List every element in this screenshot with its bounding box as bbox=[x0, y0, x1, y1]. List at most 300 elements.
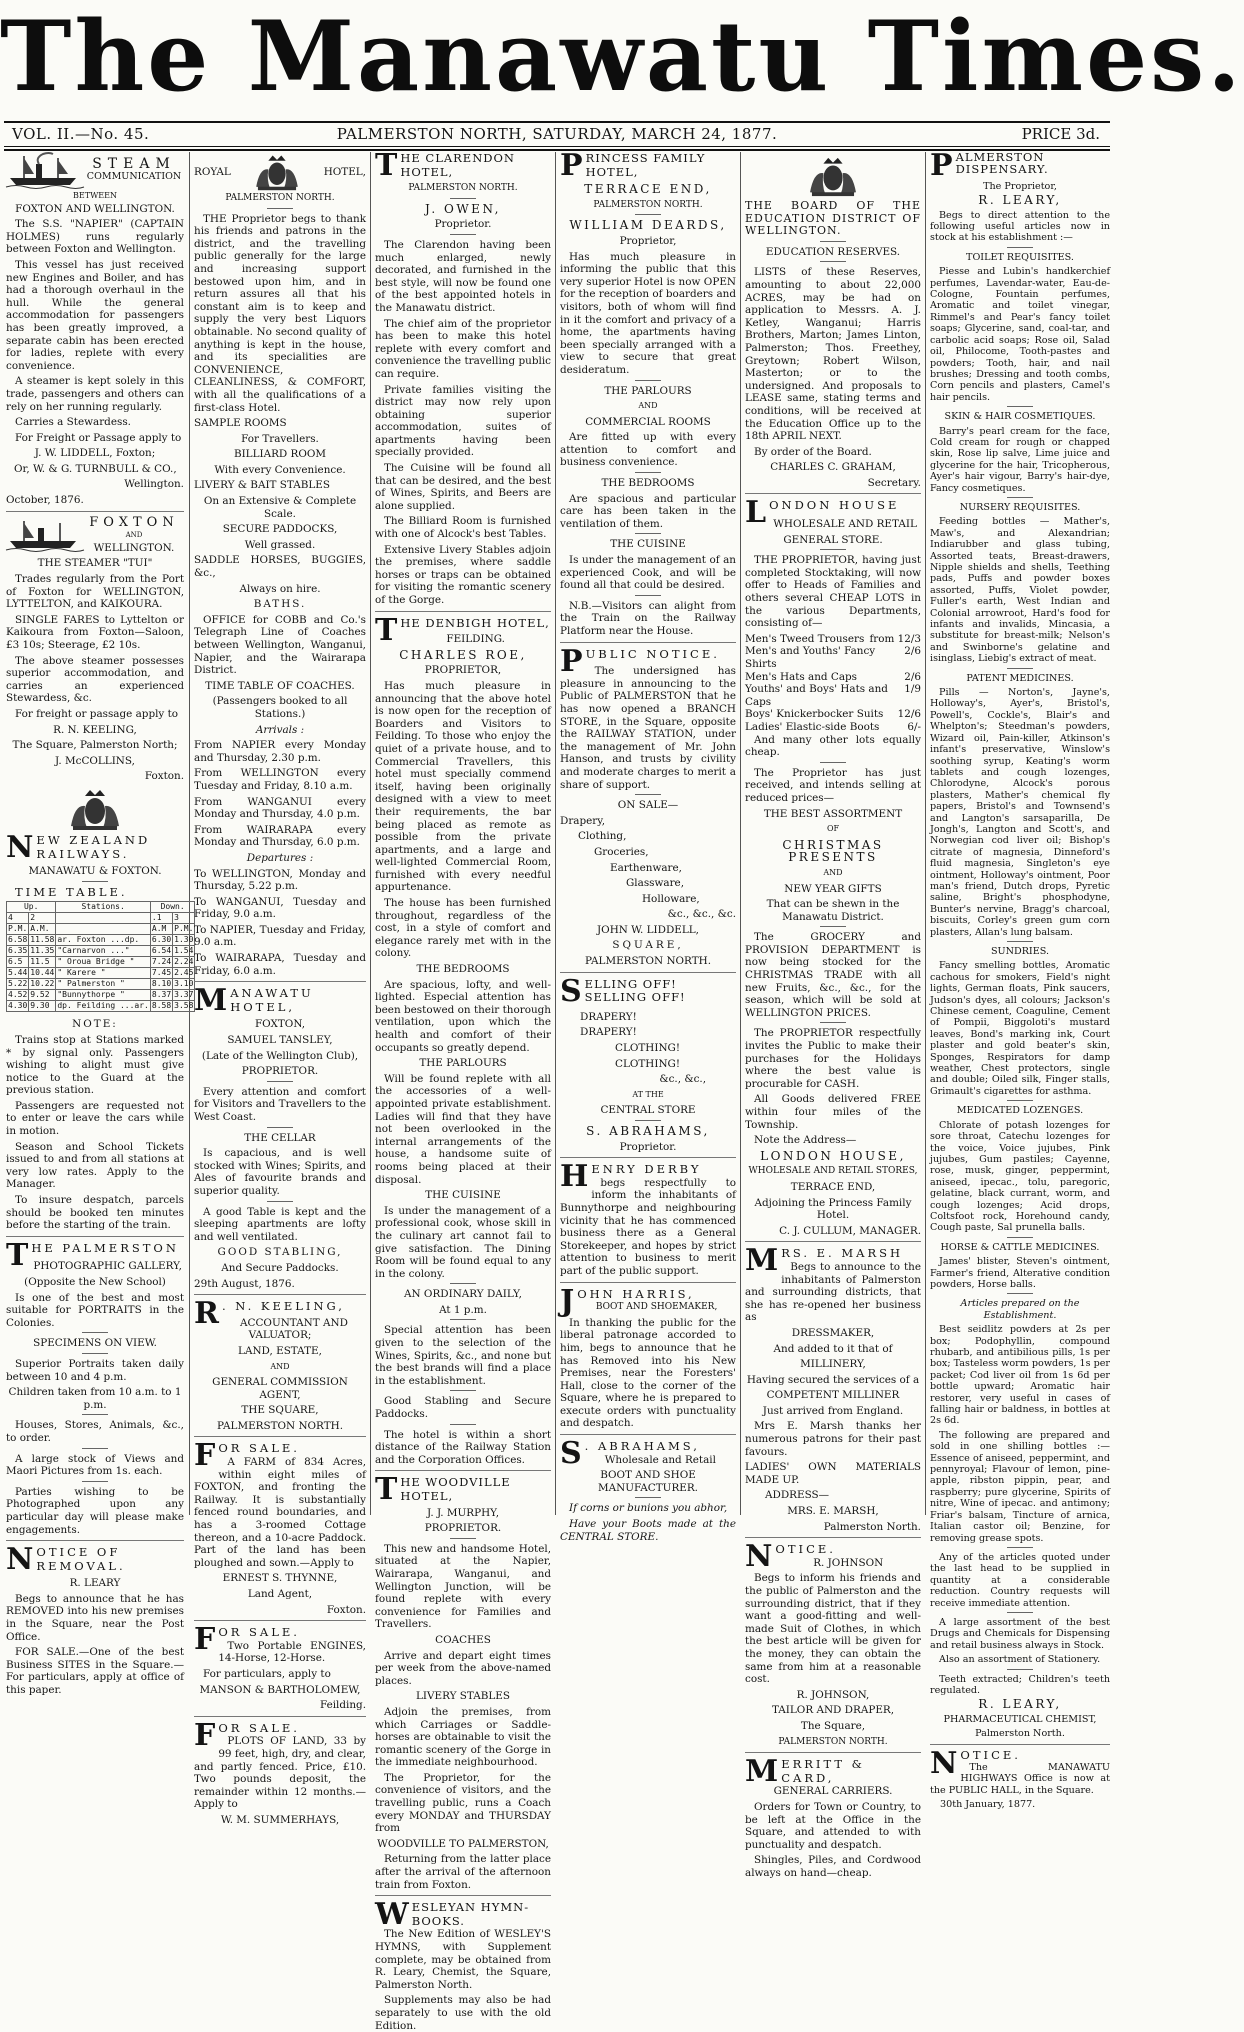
manawatu-prop: PROPRIETOR. bbox=[241, 1065, 319, 1078]
princess-ad: PRINCESS FAMILY HOTEL, TERRACE END, PALMERSTON NORTH. WILLIAM DEARDS, Proprietor, Has much pleasure in informing the public that this very superior Hotel is now OPEN for the reception of boarders and visitors, both of whom will find in it the comfort and privacy of a home, the apartments having been specially arranged with a view to secure that great desideratum. THE PARLOURS AND COMMERCIAL ROOMS Are fitted up with every attention to comfort and business convenience. THE BEDROOMS Are spacious and particular care has been taken in the ventilation of them. THE CUISINE Is under the management of an experienced Cook, and will be found all that could be desired. N.B.—Visitors can alight from the Train on the Railway Platform near the House. bbox=[560, 148, 736, 637]
dispensary-h6: MEDICATED LOZENGES. bbox=[956, 1105, 1084, 1117]
royal-p1: THE Proprietor begs to thank his friends and patrons in the district, and the travelling public generally for the large and increasing support bestowed upon him, and in return assures all that his constant aim is to keep and supply the very best Liquors obtainable. No second quality of anything is kept in the house, and its specialities are CONVENIENCE, CLEANLINESS, & COMFORT, with all the qualifications of a first-class Hotel. bbox=[194, 212, 366, 414]
princess-prop: Proprietor, bbox=[619, 234, 677, 247]
photo-sub: PHOTOGRAPHIC GALLERY, bbox=[33, 1260, 182, 1273]
marsh-h2: MILLINERY, bbox=[800, 1358, 866, 1371]
public-item: Glassware, bbox=[626, 877, 684, 890]
abrahams-p2: Have your Boots made at the CENTRAL STORE. bbox=[560, 1518, 736, 1543]
london-p4: That can be shewn in the Manawatu District. bbox=[766, 898, 900, 923]
sale3-title: OR SALE. bbox=[218, 1720, 300, 1735]
steam-agent1: J. W. LIDDELL, Foxton; bbox=[34, 447, 156, 460]
railways-note2: Passengers are requested not to enter or leave the cars while in motion. bbox=[6, 1099, 184, 1138]
clarendon-p3: Private families visiting the district may now rely upon obtaining superior accommodation, suites of apartments having been specially provided. bbox=[375, 383, 551, 459]
royal-s5b: Always on hire. bbox=[239, 582, 321, 595]
abrahams-ad: S . ABRAHAMS, Wholesale and Retail BOOT AND SHOE MANUFACTURER. If corns or bunions you abhor, Have your Boots made at the CENTRAL STORE. bbox=[560, 1436, 736, 1543]
public-item: Holloware, bbox=[642, 892, 700, 905]
wesleyan-title: ESLEYAN HYMN-BOOKS. bbox=[411, 1900, 530, 1928]
public-item: Drapery, bbox=[560, 814, 606, 827]
railways-note3: Season and School Tickets issued to and from all stations at very low rates. Apply to the Manager. bbox=[6, 1140, 184, 1191]
dispensary-p3: Barry's pearl cream for the face, Cold cream for rough or chapped skin, Rose lip salve, Lime juice and glycerine for the hair, Tricopherous, Ayer's hair vigour, Barry's hair-dye, Fancy cosmetiques. bbox=[930, 425, 1110, 494]
manawatu-stabling: GOOD STABLING, bbox=[217, 1246, 343, 1259]
london-h2: CHRISTMAS PRESENTS bbox=[782, 837, 884, 865]
steamship-icon bbox=[6, 152, 84, 190]
dispensary-h8: Articles prepared on the Establishment. bbox=[960, 1298, 1080, 1321]
abrahams-p1: If corns or bunions you abhor, bbox=[569, 1502, 728, 1515]
london-and: AND bbox=[823, 867, 843, 877]
clarendon-ad: THE CLARENDON HOTEL, PALMERSTON NORTH. J. OWEN, Proprietor. The Clarendon having been much enlarged, newly decorated, and furnished in the best style, will now be found one of the best appointed hotels in the Manawatu district. The chief aim of the proprietor has been to make this hotel replete with every comfort and convenience the travelling public can require. Private families visiting the district may now rely upon obtaining superior accommodation, suites of apartments having been specially provided. The Cuisine will be found all that can be desired, and the best of Wines, Spirits, and Beers are alone supplied. The Billiard Room is furnished with one of Alcock's best Tables. Extensive Livery Stables adjoin the premises, where saddle horses or traps can be obtained for visiting the romantic scenery of the Gorge. bbox=[375, 148, 551, 606]
removal-title: OTICE OF REMOVAL. bbox=[36, 1545, 126, 1573]
removal-name: R. LEARY bbox=[69, 1577, 121, 1590]
manawatu-p3: A good Table is kept and the sleeping apartments are lofty and well ventilated. bbox=[194, 1205, 366, 1243]
clarendon-place: PALMERSTON NORTH. bbox=[408, 183, 518, 194]
selling-off-ad: SELLING OFF! SELLING OFF! DRAPERY! DRAPERY! CLOTHING! CLOTHING! &c., &c., AT THE CENTRAL STORE S. ABRAHAMS, Proprietor. bbox=[560, 978, 736, 1154]
photo-p5: A large stock of Views and Maori Pictures from 1s. each. bbox=[6, 1452, 184, 1478]
railways-note4: To insure despatch, parcels should be booked ten minutes before the starting of the train. bbox=[6, 1194, 184, 1232]
merritt-ad: MERRITT & CARD, GENERAL CARRIERS. Orders for Town or Country, to be left at the Office in the Square, and attended to with punctuality and despatch. Shingles, Piles, and Cordwood always on hand—cheap. bbox=[745, 1754, 921, 1879]
column-4 bbox=[560, 148, 736, 1543]
dispensary-p14: Teeth extracted; Children's teeth regulated. bbox=[930, 1673, 1110, 1696]
merritt-sub: GENERAL CARRIERS. bbox=[773, 1785, 893, 1798]
foxton-ad bbox=[6, 514, 184, 783]
london-a2: WHOLESALE AND RETAIL STORES, bbox=[748, 1166, 918, 1177]
highways-p1: The MANAWATU HIGHWAYS Office is now at the PUBLIC HALL, in the Square. bbox=[930, 1762, 1110, 1796]
foxton-p4: For freight or passage apply to bbox=[15, 707, 179, 720]
coach-a1: From NAPIER every Monday and Thursday, 2.30 p.m. bbox=[194, 739, 366, 764]
table-row: 6.35 11.35 "Carnarvon ..." 6.54 1.54 bbox=[8, 946, 194, 956]
london-p3: The Proprietor has just received, and intends selling at reduced prices— bbox=[745, 766, 921, 804]
timetable bbox=[6, 901, 195, 1012]
royal-crest-icon bbox=[803, 154, 863, 198]
denbigh-h4: AN ORDINARY DAILY, bbox=[404, 1288, 522, 1301]
dispensary-h4: PATENT MEDICINES. bbox=[966, 672, 1074, 684]
list-item: Youths' and Boys' Hats and Caps 1/9 bbox=[745, 683, 921, 708]
manawatu-late: (Late of the Wellington Club), bbox=[201, 1049, 359, 1062]
london-a4: Adjoining the Princess Family Hotel. bbox=[754, 1196, 912, 1222]
woodville-h2: LIVERY STABLES bbox=[416, 1690, 510, 1703]
denbigh-place: FEILDING. bbox=[446, 633, 505, 646]
removal-p1: Begs to announce that he has REMOVED into his new premises in the Square, near the Post Office. bbox=[6, 1592, 184, 1643]
board-p2: By order of the Board. bbox=[754, 445, 872, 458]
table-row: 4.30 9.30 dp. Feilding ...ar. 8.58 3.58 bbox=[8, 1001, 194, 1011]
sale2-ad: FOR SALE. Two Portable ENGINES, 14-Horse, 12-Horse. For particulars, apply to MANSON & BARTHOLOMEW, Feilding. bbox=[194, 1622, 366, 1712]
column-rule bbox=[925, 152, 926, 1515]
dateline-rule bbox=[4, 146, 1110, 147]
keeling-l4: THE SQUARE, bbox=[241, 1404, 319, 1417]
royal-place: PALMERSTON NORTH. bbox=[225, 193, 335, 203]
table-row: 5.22 10.22 " Palmerston " 8.10 3.10 bbox=[8, 979, 194, 989]
denbigh-h1: THE BEDROOMS bbox=[416, 963, 510, 976]
woodville-p5: Returning from the latter place after the arrival of the afternoon train from Foxton. bbox=[375, 1853, 551, 1891]
royal-s3b: On an Extensive & Complete Scale. bbox=[203, 495, 357, 520]
coach-a3: From WANGANUI every Monday and Thursday, 4.0 p.m. bbox=[194, 795, 366, 821]
wesleyan-p2: Supplements may also be had separately to use with the old Edition. bbox=[375, 1994, 551, 2032]
place-date: PALMERSTON NORTH, SATURDAY, MARCH 24, 1877. bbox=[336, 125, 778, 143]
clarendon-p5: The Billiard Room is furnished with one of Alcock's best Tables. bbox=[375, 515, 551, 541]
public-item: Clothing, bbox=[578, 830, 627, 843]
princess-name: WILLIAM DEARDS, bbox=[569, 218, 727, 233]
public-name2: SQUARE, bbox=[612, 939, 684, 952]
royal-s5: SADDLE HORSES, BUGGIES, &c., bbox=[194, 554, 366, 580]
public-item: Groceries, bbox=[594, 845, 649, 858]
sale2-name: MANSON & BARTHOLOMEW, bbox=[199, 1683, 361, 1696]
column-rule bbox=[189, 152, 190, 1515]
harris-ad: JOHN HARRIS, BOOT AND SHOEMAKER, In thanking the public for the liberal patronage accorded to him, begs to announce that he has Removed into his New Premises, near the Foresters' Hall, close to the corner of the Square, where he is prepared to execute orders with punctuality and despatch. bbox=[560, 1283, 736, 1430]
royal-p2: OFFICE for COBB and Co.'s Telegraph Line of Coaches between Wellington, Wanganui, Napier, and the Wairarapa District. bbox=[194, 613, 366, 677]
highways-date: 30th January, 1877. bbox=[940, 1799, 1036, 1811]
steam-agent3: Wellington. bbox=[124, 478, 184, 491]
london-title: ONDON HOUSE bbox=[769, 498, 900, 513]
timetable-title: TIME TABLE. bbox=[15, 884, 128, 899]
steam-p5: For Freight or Passage apply to bbox=[15, 431, 182, 444]
abrahams-sub2: BOOT AND SHOE MANUFACTURER. bbox=[598, 1469, 698, 1494]
marsh-title: RS. E. MARSH bbox=[781, 1246, 904, 1261]
dispensary-h2: SKIN & HAIR COSMETIQUES. bbox=[944, 411, 1096, 423]
london-sub2: GENERAL STORE. bbox=[783, 533, 883, 546]
foxton-agent3: J. McCOLLINS, bbox=[55, 754, 135, 767]
photo-specimens: SPECIMENS ON VIEW. bbox=[33, 1337, 157, 1350]
keeling-title: . N. KEELING, bbox=[221, 1299, 345, 1314]
princess-h1: THE PARLOURS bbox=[604, 384, 692, 397]
london-h1: THE BEST ASSORTMENT bbox=[763, 807, 903, 820]
johnson-name3: TAILOR AND DRAPER, bbox=[771, 1704, 895, 1717]
list-item: Men's Tweed Trousers from 12/3 bbox=[745, 632, 921, 645]
column-rule bbox=[370, 152, 371, 1515]
manawatu-date: 29th August, 1876. bbox=[194, 1277, 295, 1290]
timetable-down: Down. bbox=[150, 902, 195, 913]
column-3 bbox=[375, 148, 551, 2032]
royal-s4b: Well grassed. bbox=[244, 538, 316, 551]
public-item: Earthenware, bbox=[610, 861, 682, 874]
public-name: JOHN W. LIDDELL, bbox=[597, 923, 699, 936]
dispensary-p10: The following are prepared and sold in one shilling bottles :—Essence of aniseed, peppermint, and pennyroyal; Flavour of lemon, pine-apple, ribston pippin, pear, and raspberry; pure glycerine, Spirits of nitre, Wine of ipecac. and antimony; Friar's balsam, Tincture of arnica, Italian castor oil; Benzine, for removing grease spots. bbox=[930, 1429, 1110, 1544]
foxton-and: AND bbox=[125, 531, 143, 540]
timetable-col-head: 2 bbox=[29, 913, 56, 924]
table-row: 4.52 9.52 "Bunnythorpe " 8.37 3.37 bbox=[8, 990, 194, 1000]
denbigh-p3: Are spacious, lofty, and well-lighted. Especial attention has been bestowed on their thorough ventilation, upon which the health and comfort of their occupants so greatly depend. bbox=[375, 978, 551, 1054]
newspaper-title: The Manawatu Times. bbox=[0, 0, 1244, 113]
royal-s6: BATHS. bbox=[253, 598, 307, 611]
london-p7: All Goods delivered FREE within four miles of the Township. bbox=[745, 1093, 921, 1131]
selling-l2: DRAPERY! bbox=[580, 1026, 637, 1039]
public-title: UBLIC NOTICE. bbox=[585, 646, 720, 661]
dispensary-p9: Best seidlitz powders at 2s per box; Podophyllin, compound rhubarb, and antibilious pills, 1s per box; Tasteless worm powders, 1s per packet; Cod liver oil from 1s 6d per bottle upward; Aromatic hair restorer, very useful in cases of falling hair or baldness, in bottles at 2s 6d. bbox=[930, 1324, 1110, 1427]
board-title: THE BOARD OF THE EDUCATION DISTRICT OF WELLINGTON. bbox=[745, 199, 921, 238]
marsh-h1b: And added to it that of bbox=[773, 1342, 893, 1355]
sale2-p2: For particulars, apply to bbox=[203, 1667, 331, 1680]
board-p1: LISTS of these Reserves, amounting to about 22,000 ACRES, may be had on application to Messrs. A. J. Ketley, Wanganui; Harris Brothers, Marton; James Linton, Palmerston; Thos. Freethey, Greytown; Robert Wilson, Masterton; or to the undersigned. And proposals to LEASE same, stating terms and conditions, will be received at the Education Office up to the 18th APRIL NEXT. bbox=[745, 266, 921, 443]
denbigh-p6: Special attention has been given to the selection of the Wines, Spirits, &c., and none but the best brands will find a place in the establishment. bbox=[375, 1324, 551, 1387]
coach-tt: TIME TABLE OF COACHES. bbox=[205, 679, 355, 692]
manawatu-title: ANAWATU HOTEL, bbox=[230, 986, 314, 1014]
denbigh-p1: Has much pleasure in announcing that the above hotel is now open for the reception of Boarders and Visitors to Feilding. To those who enjoy the quiet of a private house, and to Commercial Travellers, this hotel must specially commend itself, having been originally designed with a view to meet their requirements, the bar being placed as remote as possible from the private apartments, and a large and well-lighted Commercial Room, furnished with every needful appurtenance. bbox=[375, 679, 551, 894]
table-row: 6.58 11.58 ar. Foxton ...dp. 6.30 1.30 bbox=[8, 935, 194, 945]
dispensary-name2: R. LEARY, bbox=[978, 1697, 1062, 1712]
sale3-p1: PLOTS OF LAND, 33 by 99 feet, high, dry, and clear, and partly fenced. Price, £10. Two pounds deposit, the remainder within 12 months.—Apply to bbox=[194, 1735, 366, 1811]
timetable-col-head: .1 bbox=[150, 913, 172, 924]
marsh-h3: COMPETENT MILLINER bbox=[766, 1389, 900, 1402]
public-item: &c., &c., &c. bbox=[667, 908, 736, 921]
column-rule bbox=[740, 152, 741, 1515]
timetable-col-head: 3 bbox=[173, 913, 195, 924]
manawatu-cellar: THE CELLAR bbox=[244, 1131, 316, 1144]
woodville-p2: Arrive and depart eight times per week from the above-named places. bbox=[375, 1649, 551, 1687]
denbigh-name: CHARLES ROE, bbox=[399, 647, 527, 662]
coach-departures: Departures : bbox=[246, 851, 314, 864]
woodville-ad: THE WOODVILLE HOTEL, J. J. MURPHY, PROPRIETOR. This new and handsome Hotel, situated at the Napier, Wairarapa, Wanganui, and Wellington Junction, will be found replete with every convenience for Families and Travellers. COACHES Arrive and depart eight times per week from the above-named places. LIVERY STABLES Adjoin the premises, from which Carriages or Saddle-horses are obtainable to visit the romantic scenery of the Gorge in the immediate neighbourhood. The Proprietor, for the convenience of visitors, and the travelling public, runs a Coach every MONDAY and THURSDAY from WOODVILLE TO PALMERSTON, Returning from the latter place after the arrival of the afternoon train from Foxton. bbox=[375, 1472, 551, 1891]
princess-h1b: COMMERCIAL ROOMS bbox=[585, 415, 711, 428]
coach-a4: From WAIRARAPA every Monday and Thursday, 6.0 p.m. bbox=[194, 823, 366, 849]
sale1-name2: Land Agent, bbox=[247, 1588, 313, 1600]
royal-right: HOTEL, bbox=[323, 165, 366, 178]
railways-title: EW ZEALAND RAILWAYS. bbox=[36, 832, 151, 861]
johnson-name: R. JOHNSON bbox=[813, 1556, 884, 1569]
steam-ad bbox=[6, 152, 184, 507]
dispensary-prop: The Proprietor, bbox=[983, 180, 1057, 192]
steam-p2: This vessel has just received new Engines and Boiler, and has had a thorough overhaul in the hull. While the general accommodation for passengers has been greatly improved, a separate cabin has been erected for ladies, replete with every convenience. bbox=[6, 258, 184, 372]
london-h3: NEW YEAR GIFTS bbox=[784, 882, 882, 895]
woodville-p1: This new and handsome Hotel, situated at the Napier, Wairarapa, Wanganui, and Wellington Junction, will be found replete with every convenience for Families and Travellers. bbox=[375, 1542, 551, 1631]
board-sub: EDUCATION RESERVES. bbox=[765, 245, 901, 258]
denbigh-h3: THE CUISINE bbox=[425, 1189, 501, 1202]
london-p8: Note the Address— bbox=[754, 1134, 857, 1147]
steam-title: STEAM bbox=[92, 156, 176, 173]
dispensary-p7: Chlorate of potash lozenges for sore throat, Catechu lozenges for the voice, Voice jujubes, Pink jujubes, Gum pastiles; Cayenne, rose, musk, ginger, peppermint, aniseed, ipecac., tolu, paregoric, gelatine, black currant, worm, and cough lozenges; Acid drops, Coltsfoot rock, Horehound candy, Cough paste, Sal prunella balls. bbox=[930, 1119, 1110, 1234]
timetable-stations: Stations. bbox=[56, 902, 151, 913]
keeling-ad: R . N. KEELING, ACCOUNTANT AND VALUATOR; LAND, ESTATE, AND GENERAL COMMISSION AGENT, THE SQUARE, PALMERSTON NORTH. bbox=[194, 1300, 366, 1432]
selling-title: ELLING OFF! SELLING OFF! bbox=[584, 976, 686, 1005]
sale2-title: OR SALE. bbox=[218, 1625, 300, 1640]
steamship-icon bbox=[6, 519, 84, 553]
merritt-p2: Shingles, Piles, and Cordwood always on hand—cheap. bbox=[745, 1854, 921, 1879]
woodville-title: HE WOODVILLE HOTEL, bbox=[400, 1475, 511, 1503]
photo-title: HE PALMERSTON bbox=[31, 1240, 179, 1255]
steam-sub: COMMUNICATION bbox=[86, 171, 182, 182]
foxton-p3: The above steamer possesses superior accommodation, and carries an experienced Stewardess, &c. bbox=[6, 654, 184, 705]
princess-p5: N.B.—Visitors can alight from the Train on the Railway Platform near the House. bbox=[560, 599, 736, 637]
photo-opposite: (Opposite the New School) bbox=[24, 1276, 166, 1288]
merritt-title: ERRITT & CARD, bbox=[781, 1757, 865, 1785]
foxton-title: FOXTON bbox=[89, 514, 179, 530]
timetable-ampm: A.M bbox=[150, 924, 172, 935]
marsh-p1: Begs to announce to the inhabitants of Palmerston and surrounding districts, that she has re-opened her business as bbox=[745, 1260, 921, 1324]
clarendon-p4: The Cuisine will be found all that can be desired, and the best of Wines, Spirits, and Beers are alone supplied. bbox=[375, 462, 551, 512]
steam-agent2: Or, W. & G. TURNBULL & CO., bbox=[14, 462, 177, 475]
princess-p2: Are fitted up with every attention to comfort and business convenience. bbox=[560, 431, 736, 469]
dispensary-p8: James' blister, Steven's ointment, Farmer's friend, Alterative condition powders, Horse balls. bbox=[930, 1256, 1110, 1290]
keeling-l2: LAND, ESTATE, bbox=[238, 1344, 322, 1357]
selling-l1: DRAPERY! bbox=[580, 1010, 637, 1023]
dispensary-p6: Fancy smelling bottles, Aromatic cachous for smokers, Field's night lights, German floats, Pink saucers, Judson's dyes, all colours; Jackson's Chinese cement, Coaguline, Cement of Pompii, Biggoloti's mustard leaves, Bond's marking ink, Court plaster and gold beater's skin, Sponges, Respirators for damp weather, Chest protectors, single and double; Oiled silk, Finger stalls, Grimault's cigarettes for asthma. bbox=[930, 960, 1110, 1097]
woodville-h3: WOODVILLE TO PALMERSTON, bbox=[377, 1837, 549, 1850]
denbigh-prop: PROPRIETOR, bbox=[424, 664, 502, 677]
photo-p3: Children taken from 10 a.m. to 1 p.m. bbox=[8, 1386, 182, 1411]
timetable-col-head: 4 bbox=[7, 913, 29, 924]
dispensary-h1: TOILET REQUISITES. bbox=[966, 251, 1074, 263]
manawatu-p1: Every attention and comfort for Visitors and Travellers to the West Coast. bbox=[194, 1085, 366, 1123]
royal-s4: SECURE PADDOCKS, bbox=[222, 523, 338, 536]
manawatu-paddocks: And Secure Paddocks. bbox=[221, 1261, 339, 1274]
denbigh-p7: Good Stabling and Secure Paddocks. bbox=[375, 1395, 551, 1421]
timetable-ampm bbox=[56, 924, 151, 935]
sale2-name2: Feilding. bbox=[319, 1699, 366, 1712]
denbigh-p8: The hotel is within a short distance of the Railway Station and the Corporation Offices. bbox=[375, 1428, 551, 1466]
highways-title: OTICE. bbox=[960, 1747, 1021, 1762]
foxton-agent1: R. N. KEELING, bbox=[53, 723, 137, 736]
public-name3: PALMERSTON NORTH. bbox=[585, 955, 711, 968]
foxton-p2: SINGLE FARES to Lyttelton or Kaikoura from Foxton—Saloon, £3 10s; Steerage, £2 10s. bbox=[6, 613, 184, 651]
denbigh-title: HE DENBIGH HOTEL, bbox=[400, 615, 550, 630]
royal-s1b: For Travellers. bbox=[241, 432, 319, 445]
manawatu-hotel-ad: MANAWATU HOTEL, FOXTON, SAMUEL TANSLEY, (Late of the Wellington Club), PROPRIETOR. Every attention and comfort for Visitors and Travellers to the West Coast. THE CELLAR Is capacious, and is well stocked with Wines; Spirits, and Ales of favourite brands and superior quality. A good Table is kept and the sleeping apartments are lofty and well ventilated. GOOD STABLING, And Secure Paddocks. 29th August, 1876. bbox=[194, 983, 366, 1290]
dispensary-p1: Begs to direct attention to the following useful articles now in stock at his establishment :— bbox=[930, 209, 1110, 244]
london-house-ad: LONDON HOUSE WHOLESALE AND RETAIL GENERAL STORE. THE PROPRIETOR, having just completed Stocktaking, will now offer to Heads of Families and others several CHEAP LOTS in the various Departments, consisting of— Men's Tweed Trousers from 12/3 Men's and Youths' Fancy Shirts 2/6 Men's Hats and Caps 2/6 Youths' and Boys' Hats and Caps 1/9 Boys' Knickerbocker Suits 12/6 Ladies' Elastic-side Boots 6/- And many other lots equally cheap. The Proprietor has just received, and intends selling at reduced prices— THE BEST ASSORTMENT OF CHRISTMAS PRESENTS AND NEW YEAR GIFTS That can be shewn in the Manawatu District. The GROCERY and PROVISION DEPARTMENT is now being stocked for the CHRISTMAS TRADE with all new Fruits, &c., &c., for the season, which will be sold at WELLINGTON PRICES. The PROPRIETOR respectfully invites the Public to make their purchases for the Holidays where the best value is procurable for CASH. All Goods delivered FREE within four miles of the Township. Note the Address— LONDON HOUSE, WHOLESALE AND RETAIL STORES, TERRACE END, Adjoining the Princess Family Hotel. C. J. CULLUM, MANAGER. bbox=[745, 495, 921, 1237]
merritt-p1: Orders for Town or Country, to be left at the Office in the Square, and attended to with punctuality and despatch. bbox=[745, 1800, 921, 1851]
timetable-up: Up. bbox=[7, 902, 56, 913]
sale2-p1: Two Portable ENGINES, 14-Horse, 12-Horse. bbox=[218, 1639, 366, 1665]
list-item: Ladies' Elastic-side Boots 6/- bbox=[745, 720, 921, 733]
dispensary-h5: SUNDRIES. bbox=[990, 946, 1050, 957]
timetable-ampm: P.M. bbox=[174, 924, 194, 934]
sale3-ad: FOR SALE. PLOTS OF LAND, 33 by 99 feet, high, dry, and clear, and partly fenced. Price, £10. Two pounds deposit, the remainder within 12 months.—Apply to W. M. SUMMERHAYS, bbox=[194, 1717, 366, 1826]
johnson-ad: NOTICE. R. JOHNSON Begs to inform his friends and the public of Palmerston and the surrounding district, that if they want a good-fitting and well-made Suit of Clothes, in which the best article will be given for the money, they can obtain the same from him at a reasonable cost. R. JOHNSON, TAILOR AND DRAPER, The Square, PALMERSTON NORTH. bbox=[745, 1539, 921, 1747]
clarendon-p1: The Clarendon having been much enlarged, newly decorated, and furnished in the best style, will now be found one of the best appointed hotels in the Manawatu district. bbox=[375, 238, 551, 314]
london-p6: The PROPRIETOR respectfully invites the Public to make their purchases for the Holidays where the best value is procurable for CASH. bbox=[745, 1027, 921, 1090]
photo-p4: Houses, Stores, Animals, &c., to order. bbox=[6, 1419, 184, 1444]
manawatu-name: SAMUEL TANSLEY, bbox=[227, 1034, 333, 1047]
dispensary-name3: PHARMACEUTICAL CHEMIST, bbox=[943, 1713, 1097, 1725]
dispensary-p4: Feeding bottles — Mather's, Maw's, and Alexandrian; Indiarubber and glass tubing, Assorted teats, Breast-drawers, Nipple shields and shells, Teething pads, Puffs and powder boxes assorted, Puffs, Violet powder, Fuller's earth, West Indian and Colonial arrowroot, Hard's food for infants and invalids, Mincasia, a substitute for breast-milk; Nelson's and Swinborne's gelatine and isinglass, Liebig's extract of meat. bbox=[930, 516, 1110, 665]
dispensary-p2: Piesse and Lubin's handkerchief perfumes, Lavendar-water, Eau-de-Cologne, Fountain perfumes, Aromatic and toilet vinegar, Rimmel's and Pear's fancy toilet soaps; Glycerine, sand, coal-tar, and carbolic acid soaps; Rose oil, Salad oil, Philocome, Tooth-pastes and powders; Tooth, hair, and nail brushes; Dressing and tooth combs, Corn pencils and plasters, Camel's hair pencils. bbox=[930, 266, 1110, 403]
derby-title: ENRY DERBY bbox=[591, 1162, 702, 1177]
coach-arrivals: Arrivals : bbox=[255, 723, 305, 736]
foxton-p1: Trades regularly from the Port of Foxton for WELLINGTON, LYTTELTON, and KAIKOURA. bbox=[6, 573, 184, 611]
denbigh-h2: THE PARLOURS bbox=[419, 1057, 507, 1070]
railways-note-heading: NOTE: bbox=[72, 1018, 118, 1031]
public-p1: The undersigned has pleasure in announcing to the Public of PALMERSTON that he has now opened a BRANCH STORE, in the Square, opposite the RAILWAY STATION, under the management of Mr. John Hanson, and trusts by civility and moderate charges to merit a share of support. bbox=[560, 665, 736, 791]
dispensary-name: R. LEARY, bbox=[978, 193, 1062, 208]
coach-d3: To NAPIER, Tuesday and Friday, 9.0 a.m. bbox=[194, 923, 366, 949]
dispensary-ad: PALMERSTON DISPENSARY. The Proprietor, R. LEARY, Begs to direct attention to the following useful articles now in stock at his establishment :— TOILET REQUISITES. Piesse and Lubin's handkerchief perfumes, Lavendar-water, Eau-de-Cologne, Fountain perfumes, Aromatic and toilet vinegar, Rimmel's and Pear's fancy toilet soaps; Glycerine, sand, coal-tar, and carbolic acid soaps; Rose oil, Salad oil, Philocome, Tooth-pastes and powders; Tooth, hair, and nail brushes; Dressing and tooth combs, Corn pencils and plasters, Camel's hair pencils. SKIN & HAIR COSMETIQUES. Barry's pearl cream for the face, Cold cream for rough or chapped skin, Rose lip salve, Lime juice and glycerine for the hair, Tricopherous, Ayer's hair vigour, Barry's hair-dye, Fancy cosmetiques. NURSERY REQUISITES. Feeding bottles — Mather's, Maw's, and Alexandrian; Indiarubber and glass tubing, Assorted teats, Breast-drawers, Nipple shields and shells, Teething pads, Puffs and powder boxes assorted, Puffs, Violet powder, Fuller's earth, West Indian and Colonial arrowroot, Hard's food for infants and invalids, Mincasia, a substitute for breast-milk; Nelson's and Swinborne's gelatine and isinglass, Liebig's extract of meat. PATENT MEDICINES. Pills — Norton's, Jayne's, Holloway's, Ayer's, Bristol's, Powell's, Cockle's, Blair's and Whelpton's; Steedman's powders, Wizard oil, Pain-killer, Atkinson's infant's preservative, Winslow's soothing syrup, Keating's worm tablets and cough lozenges, Chlorodyne, Alcock's porous plasters, Mather's chemical fly papers, Bristol's and Townsend's and Langton's sarsaparilla, De Jongh's, Langton and Scott's, and Norwegian cod liver oil; Bishop's citrate of magnesia, Dinneford's fluid magnesia, Singleton's eye ointment, Holloway's ointment, Poor man's friend, Dutch drops, Pyretic saline, Bright's phosphodyne, Bunter's nervine, Bragg's charcoal, biscuits, Corley's green gum corn plasters, Allan's lung balsam. SUNDRIES. Fancy smelling bottles, Aromatic cachous for smokers, Field's night lights, German floats, Pink saucers, Judson's dyes, all colours; Jackson's Chinese cement, Coaguline, Cement of Pompii, Biggoloti's mustard leaves, Bond's marking ink, Court plaster and gold beater's skin, Sponges, Respirators for damp weather, Chest protectors, single and double; Oiled silk, Finger stalls, Grimault's cigarettes for asthma. MEDICATED LOZENGES. Chlorate of potash lozenges for sore throat, Catechu lozenges for the voice, Voice jujubes, Pink jujubes, Gum pastiles; Cayenne, rose, musk, ginger, peppermint, aniseed, ipecac., tolu, paregoric, gelatine, black currant, worm, and cough lozenges; Acid drops, Coltsfoot rock, Horehound candy, Cough paste, Sal prunella balls. HORSE & CATTLE MEDICINES. James' blister, Steven's ointment, Farmer's friend, Alterative condition powders, Horse balls. Articles prepared on the Establishment. Best seidlitz powders at 2s per box; Podophyllin, compound rhubarb, and antibilious pills, 1s per box; Tasteless worm powders, 1s per packet; Cod liver oil from 1s 6d per bottle upward; Aromatic hair restorer, very useful in cases of falling hair or baldness, in bottles at 2s 6d. The following are prepared and sold in one shilling bottles :—Essence of aniseed, peppermint, and pennyroyal; Flavour of lemon, pine-apple, ribston pippin, pear, and raspberry; pure glycerine, Spirits of nitre, Wine of ipecac. and antimony; Friar's balsam, Tincture of arnica, Italian castor oil; Benzine, for removing grease spots. Any of the articles quoted under the last head to be supplied in quantity at a considerable reduction. Country requests will receive immediate attention. A large assortment of the best Drugs and Chemicals for Dispensing and retail business always in Stock. Also an assortment of Stationery. Teeth extracted; Children's teeth regulated. R. LEARY, PHARMACEUTICAL CHEMIST, Palmerston North. bbox=[930, 148, 1110, 1740]
dispensary-p5: Pills — Norton's, Jayne's, Holloway's, Ayer's, Bristol's, Powell's, Cockle's, Blair's and Whelpton's; Steedman's powders, Wizard oil, Pain-killer, Atkinson's infant's preservative, Winslow's soothing syrup, Keating's worm tablets and cough lozenges, Chlorodyne, Alcock's porous plasters, Mather's chemical fly papers, Bristol's and Townsend's and Langton's sarsaparilla, De Jongh's, Langton and Scott's, and Norwegian cod liver oil; Bishop's citrate of magnesia, Dinneford's fluid magnesia, Singleton's eye ointment, Holloway's ointment, Poor man's friend, Dutch drops, Pyretic saline, Bright's phosphodyne, Bunter's nervine, Bragg's charcoal, biscuits, Corley's green gum corn plasters, Allan's lung balsam. bbox=[930, 687, 1110, 938]
dispensary-h7: HORSE & CATTLE MEDICINES. bbox=[940, 1241, 1100, 1253]
abrahams-sub: Wholesale and Retail bbox=[604, 1453, 716, 1466]
selling-l5: &c., &c., bbox=[659, 1073, 706, 1086]
removal-p2: FOR SALE.—One of the best Business SITES in the Square.—For particulars, apply at office of this paper. bbox=[6, 1646, 184, 1697]
denbigh-h4b: At 1 p.m. bbox=[439, 1303, 487, 1316]
clarendon-p2: The chief aim of the proprietor has been to make this hotel replete with every comfort and convenience the travelling public can require. bbox=[375, 317, 551, 380]
highways-ad: NOTICE. The MANAWATU HIGHWAYS Office is now at the PUBLIC HALL, in the Square. 30th January, 1877. bbox=[930, 1745, 1110, 1811]
royal-s1: SAMPLE ROOMS bbox=[194, 417, 287, 430]
london-p5: The GROCERY and PROVISION DEPARTMENT is now being stocked for the CHRISTMAS TRADE with all new Fruits, &c., &c., for the season, which will be sold at WELLINGTON PRICES. bbox=[745, 931, 921, 1019]
johnson-name5: PALMERSTON NORTH. bbox=[778, 1736, 888, 1747]
keeling-and: AND bbox=[270, 1361, 290, 1371]
royal-s2: BILLIARD ROOM bbox=[233, 448, 327, 461]
foxton-steamer: THE STEAMER "TUI" bbox=[37, 557, 153, 570]
manawatu-p2: Is capacious, and is well stocked with Wines; Spirits, and Ales of favourite brands and superior quality. bbox=[194, 1147, 366, 1197]
princess-h2: THE BEDROOMS bbox=[601, 477, 695, 490]
marsh-p2: Having secured the services of a bbox=[746, 1373, 920, 1386]
coach-tt2: (Passengers booked to all Stations.) bbox=[212, 695, 348, 720]
princess-p3: Are spacious and particular care has been taken in the ventilation of them. bbox=[560, 492, 736, 530]
london-of: OF bbox=[826, 824, 840, 834]
princess-and: AND bbox=[638, 401, 658, 411]
clarendon-name: J. OWEN, bbox=[425, 201, 501, 216]
sale1-name: ERNEST S. THYNNE, bbox=[222, 1572, 338, 1585]
marsh-name2: Palmerston North. bbox=[823, 1520, 921, 1533]
table-row: 5.44 10.44 " Karere " 7.45 2.45 bbox=[8, 968, 194, 978]
dispensary-p11: Any of the articles quoted under the last head to be supplied in quantity at a considerable reduction. Country requests will receive immediate attention. bbox=[930, 1551, 1110, 1609]
dateline bbox=[0, 124, 1114, 144]
selling-name: S. ABRAHAMS, bbox=[586, 1124, 710, 1138]
price: PRICE 3d. bbox=[1021, 125, 1100, 143]
steam-p3: A steamer is kept solely in this trade, passengers and others can rely on her running regularly. bbox=[6, 375, 184, 413]
london-p1: THE PROPRIETOR, having just completed Stocktaking, will now offer to Heads of Families and others several CHEAP LOTS in the various Departments, consisting of— bbox=[745, 554, 921, 630]
wesleyan-p1: The New Edition of WESLEY'S HYMNS, with Supplement complete, may be obtained from R. Leary, Chemist, the Square, Palmerston North. bbox=[375, 1928, 551, 1991]
london-p2: And many other lots equally cheap. bbox=[745, 733, 921, 759]
harris-p1: In thanking the public for the liberal patronage accorded to him, begs to announce that he has Removed into his New Premises, near the Foresters' Hall, close to the corner of the Square, where he is prepared to execute orders with punctuality and despatch. bbox=[560, 1316, 736, 1430]
keeling-l1: ACCOUNTANT AND VALUATOR; bbox=[240, 1316, 348, 1342]
denbigh-p5: Is under the management of a professional cook, whose skill in the culinary art cannot fail to give satisfaction. The Dining Room will be found equal to any in the colony. bbox=[375, 1204, 551, 1280]
foxton-agent2: The Square, Palmerston North; bbox=[12, 739, 178, 752]
princess-p4: Is under the management of an experienced Cook, and will be found all that could be desired. bbox=[560, 554, 736, 592]
timetable-ampm: P.M. bbox=[8, 924, 28, 934]
johnson-name4: The Square, bbox=[800, 1719, 866, 1732]
royal-crest-icon bbox=[65, 786, 125, 832]
johnson-title: OTICE. bbox=[775, 1542, 836, 1557]
price-list bbox=[745, 633, 921, 734]
steam-route: FOXTON AND WELLINGTON. bbox=[15, 202, 175, 215]
railways-ad: NEW ZEALAND RAILWAYS. MANAWATU & FOXTON. TIME TABLE. Up. Stations. Down. 4 2 .1 3 P.M. A.M. A.M P.M. 6.58 11.58 ar. Foxton ...dp. 6.30 1.30 6.35 11.35 "Carnarvon ..." 6.54 1.54 6.5 11.5 " Oroua Bridge " 7.24 2.24 5.44 10.44 " Karere " 7.45 2.45 5.22 10.22 " Palmerston " 8.10 3.10 4.52 9.52 "Bunnythorpe " 8.37 3.37 4.30 9.30 dp. Feilding ...ar. 8.58 3.58 NOTE: Trains stop at Stations marked * by signal only. Passengers wishing to alight must give notice to the Guard at the previous station. Passengers are requested not to enter or leave the cars while in motion. Season and School Tickets issued to and from all stations at very low rates. Apply to the Manager. To insure despatch, parcels should be booked ten minutes before the starting of the train. bbox=[6, 829, 194, 1232]
royal-s3: LIVERY & BAIT STABLES bbox=[194, 479, 331, 492]
woodville-p3: Adjoin the premises, from which Carriages or Saddle-horses are obtainable to visit the romantic scenery of the Gorge in the immediate neighbourhood. bbox=[375, 1705, 551, 1769]
list-item: Men's Hats and Caps 2/6 bbox=[745, 670, 921, 683]
marsh-h4: LADIES' OWN MATERIALS MADE UP. bbox=[745, 1461, 921, 1486]
volume-number: VOL. II.—No. 45. bbox=[12, 125, 150, 143]
railways-note1: Trains stop at Stations marked * by signal only. Passengers wishing to alight must give notice to the Guard at the previous station. bbox=[6, 1033, 184, 1097]
princess-l2: PALMERSTON NORTH. bbox=[593, 199, 703, 210]
foxton-agent4: Foxton. bbox=[144, 770, 184, 783]
public-h1: ON SALE— bbox=[617, 799, 679, 812]
board-name2: Secretary. bbox=[867, 476, 921, 489]
dispensary-p13: Also an assortment of Stationery. bbox=[939, 1654, 1101, 1666]
princess-h3: THE CUISINE bbox=[610, 538, 686, 551]
public-notice-ad: PUBLIC NOTICE. The undersigned has pleasure in announcing to the Public of PALMERSTON that he has now opened a BRANCH STORE, in the Square, opposite the RAILWAY STATION, under the management of Mr. John Hanson, and trusts by civility and moderate charges to merit a share of support. ON SALE— Drapery, Clothing, Groceries, Earthenware, Glassware, Holloware, &c., &c., &c. JOHN W. LIDDELL, SQUARE, PALMERSTON NORTH. bbox=[560, 643, 736, 968]
selling-l7: CENTRAL STORE bbox=[600, 1104, 696, 1117]
removal-ad: NOTICE OF REMOVAL. R. LEARY Begs to announce that he has REMOVED into his new premises in the Square, near the Post Office. FOR SALE.—One of the best Business SITES in the Square.—For particulars, apply at office of this paper. bbox=[6, 1542, 184, 1697]
sale1-name3: Foxton. bbox=[326, 1603, 366, 1616]
sale1-ad: FOR SALE. A FARM of 834 Acres, within eight miles of FOXTON, and fronting the Railway. It is substantially fenced round boundaries, and has a 3-roomed Cottage thereon, and a 10-acre Paddock. Part of the land has been ploughed and sown.—Apply to ERNEST S. THYNNE, Land Agent, Foxton. bbox=[194, 1438, 366, 1616]
dispensary-p12: A large assortment of the best Drugs and Chemicals for Dispensing and retail business always in Stock. bbox=[930, 1616, 1110, 1651]
woodville-p4: The Proprietor, for the convenience of visitors, and the travelling public, runs a Coach every MONDAY and THURSDAY from bbox=[375, 1771, 551, 1835]
list-item: Men's and Youths' Fancy Shirts 2/6 bbox=[745, 645, 921, 670]
steam-p1: The S.S. "NAPIER" (CAPTAIN HOLMES) runs regularly between Foxton and Wellington. bbox=[6, 218, 184, 256]
clarendon-p6: Extensive Livery Stables adjoin the premises, where saddle horses or traps can be obtained for visiting the romantic scenery of the Gorge. bbox=[375, 543, 551, 606]
column-6 bbox=[930, 148, 1110, 1811]
london-a3: TERRACE END, bbox=[790, 1180, 876, 1193]
coach-d2: To WANGANUI, Tuesday and Friday, 9.0 a.m. bbox=[194, 895, 366, 921]
royal-crest-icon bbox=[251, 152, 303, 192]
coach-a2: From WELLINGTON every Tuesday and Friday, 8.10 a.m. bbox=[194, 767, 366, 792]
dispensary-name4: Palmerston North. bbox=[975, 1728, 1065, 1740]
dispensary-h3: NURSERY REQUISITES. bbox=[959, 501, 1081, 513]
selling-l6: AT THE bbox=[632, 1089, 664, 1099]
railways-sub: MANAWATU & FOXTON. bbox=[28, 865, 162, 878]
column-rule bbox=[555, 152, 556, 1515]
princess-p1: Has much pleasure in informing the public that this very superior Hotel is now OPEN for the reception of boarders and visitors, both of whom will find in it the comfort and privacy of a home, the apartments having been specially arranged with a view to secure that great desideratum. bbox=[560, 250, 736, 376]
sale3-name: W. M. SUMMERHAYS, bbox=[220, 1813, 340, 1826]
marsh-name: MRS. E. MARSH, bbox=[787, 1505, 879, 1518]
woodville-prop: PROPRIETOR. bbox=[424, 1522, 502, 1535]
